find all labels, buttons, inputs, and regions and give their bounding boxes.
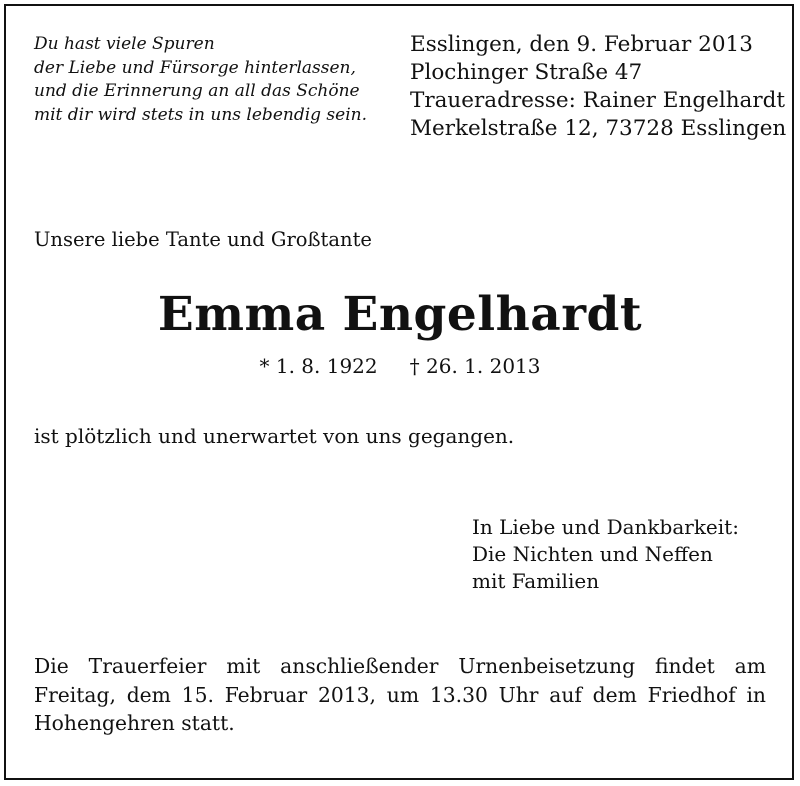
signature-line: In Liebe und Dankbarkeit: [472, 515, 739, 539]
street-address: Plochinger Straße 47 [410, 60, 643, 85]
ceremony-announcement: Die Trauerfeier mit anschließender Urnenbeisetzung findet am Freitag, dem 15. Februar 2013, um 13.30 Uhr auf dem Friedhof in Hohengehren statt. [34, 654, 766, 735]
place-date: Esslingen, den 9. Februar 2013 [410, 32, 753, 57]
poem-line: der Liebe und Fürsorge hinterlassen, [34, 57, 356, 78]
mourning-address-contact: Traueradresse: Rainer Engelhardt [410, 88, 786, 113]
mourning-address-street: Merkelstraße 12, 73728 Esslingen [410, 116, 787, 141]
poem-line: mit dir wird stets in uns lebendig sein. [34, 104, 368, 125]
death-date: † 26. 1. 2013 [409, 354, 541, 378]
deceased-name: Emma Engelhardt [157, 287, 643, 342]
life-dates [0, 354, 800, 378]
address-block [410, 31, 790, 143]
signature-line: Die Nichten und Neffen [472, 542, 713, 566]
birth-date: * 1. 8. 1922 [259, 354, 378, 378]
signature-block [472, 514, 739, 595]
poem-line: Du hast viele Spuren [34, 34, 215, 54]
poem-line: und die Erinnerung an all das Schöne [34, 81, 360, 101]
passed-away-text: ist plötzlich und unerwartet von uns gegangen. [34, 424, 515, 448]
signature-line: mit Familien [472, 569, 600, 593]
intro-text: Unsere liebe Tante und Großtante [34, 228, 372, 251]
memorial-poem [34, 33, 394, 127]
